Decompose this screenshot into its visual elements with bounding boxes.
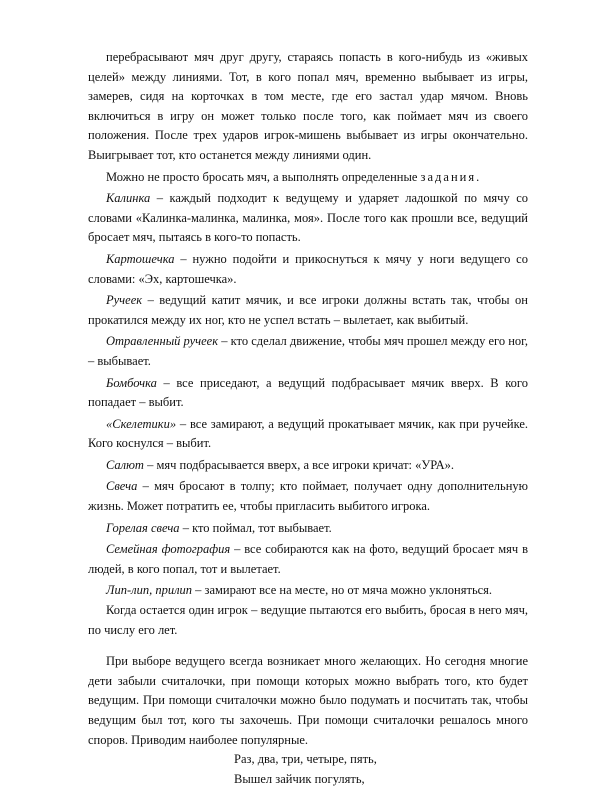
task-item (88, 415, 528, 454)
task-term: Свеча (106, 479, 138, 494)
task-description: – замирают все на месте, но от мяча можно уклоняться. (192, 583, 493, 598)
page-content (88, 48, 528, 789)
task-term: Лип-лип, прилип (106, 583, 193, 598)
task-term: Бомбочка (106, 375, 157, 390)
task-description: – мяч бросают в толпу; кто поймает, получает одну дополнительную жизнь. Может потратить ее, чтобы пригласить выбитого игрока. (88, 479, 528, 514)
task-description: – кто сделал движение, чтобы мяч прошел между его ног, – выбывает. (88, 334, 529, 368)
task-item (88, 374, 528, 413)
task-item (88, 332, 528, 371)
task-term: «Скелетики» (106, 416, 177, 431)
task-term: Отравленный ручеек (106, 334, 219, 349)
task-term: Горелая свеча (106, 520, 180, 535)
task-item (88, 477, 528, 516)
task-item (88, 581, 528, 601)
verse-line: Вышел зайчик погулять, (234, 771, 365, 786)
task-item (88, 291, 528, 330)
task-description: – мяч подбрасывается вверх, а все игроки кричат: «УРА». (143, 457, 455, 472)
paragraph-last-player: Когда остается один игрок – ведущие пытаются его выбить, бросая в него мяч, по числу его лет. (88, 603, 528, 637)
task-description: – кто поймал, тот выбывает. (179, 520, 332, 535)
task-item (88, 189, 528, 248)
task-description: – каждый подходит к ведущему и ударяет ладошкой по мячу со словами «Калинка-малинка, малинка, моя». После того как прошли все, ведущий бросает мяч, пытаясь в кого-то попасть. (88, 191, 528, 245)
tasks-intro-spaced-word: задания. (420, 169, 482, 184)
task-term: Калинка (106, 191, 151, 206)
verse-line: Раз, два, три, четыре, пять, (234, 752, 377, 767)
task-description: – ведущий катит мячик, и все игроки должны встать так, чтобы он прокатился между их ног, кто не успел встать – вылетает, как выбитый. (88, 293, 528, 327)
task-term: Семейная фотография (106, 542, 231, 557)
task-description: – все замирают, а ведущий прокатывает мячик, как при ручейке. Кого коснулся – выбит. (88, 416, 528, 451)
task-term: Ручеек (106, 293, 143, 308)
task-term: Картошечка (106, 251, 175, 266)
task-item (88, 250, 528, 289)
task-item (88, 540, 528, 579)
task-item (88, 519, 528, 539)
task-description: – нужно подойти и прикоснуться к мячу у ноги ведущего со словами: «Эх, картошечка». (88, 251, 528, 286)
paragraph-counting-rhymes: При выборе ведущего всегда возникает много желающих. Но сегодня многие дети забыли считалочки, при помощи которых можно выбрать того, кто будет ведущим. При помощи считалочки можно было подумать и посчитать так, чтобы ведущим был тот, кого ты захочешь. При помощи считалочки решалось много споров. Приводим наиболее популярные. (88, 654, 528, 747)
task-item (88, 456, 528, 476)
paragraph-rules: перебрасывают мяч друг другу, стараясь попасть в кого-нибудь из «живых целей» между линиями. Тот, в кого попал мяч, временно выбывает из игры, замерев, сидя на корточках в том месте, где его застал удар мячом. Вновь включиться в игру он может только после того, как поймает мяч из своего положения. После трех ударов игрок-мишень выбывает из игры окончательно. Выигрывает тот, кто останется между линиями один. (88, 50, 528, 162)
task-description: – все собираются как на фото, ведущий бросает мяч в людей, в кого попал, тот и вылетает. (88, 542, 528, 576)
tasks-intro-text: Можно не просто бросать мяч, а выполнять определенные (106, 169, 421, 184)
paragraph-tasks-intro (88, 168, 528, 188)
task-description: – все приседают, а ведущий подбрасывает мячик вверх. В кого попадает – выбит. (88, 375, 528, 410)
task-term: Салют (106, 457, 144, 472)
